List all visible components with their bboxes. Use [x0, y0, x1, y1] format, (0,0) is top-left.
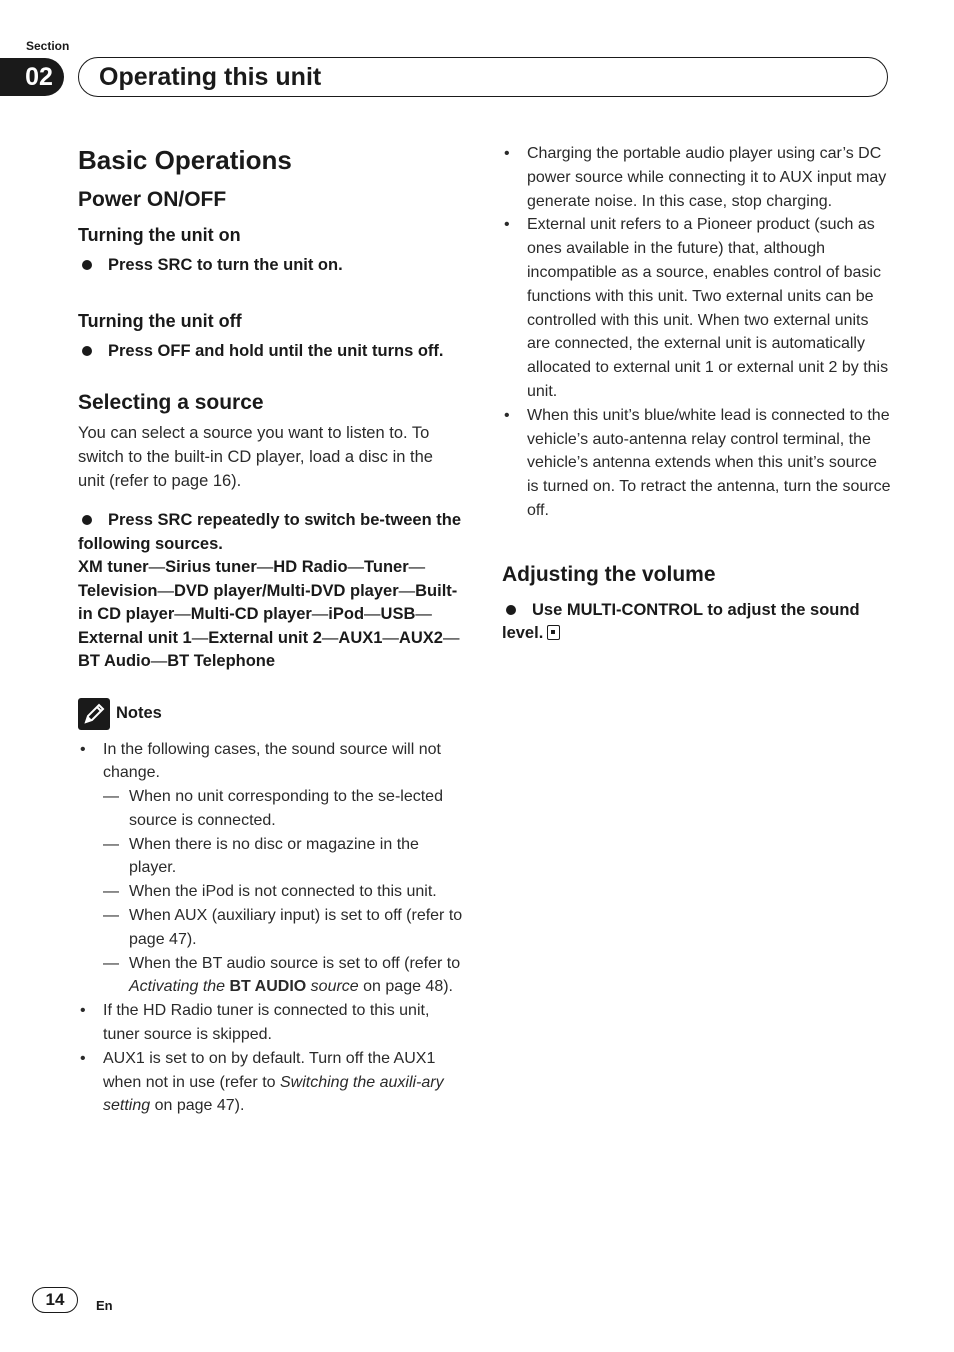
- pencil-icon: [78, 698, 110, 730]
- note-ref-italic: Activating the: [129, 978, 230, 996]
- note-item: [78, 1047, 464, 1118]
- note-subitem: — When no unit corresponding to the se-lected source is connected.: [103, 785, 464, 833]
- note-text: In the following cases, the sound source will not change.: [103, 740, 441, 782]
- note-item: • External unit refers to a Pioneer product (such as ones available in the future) that, although incompatible as a source, enables control of basic functions with this unit. Two external units can be controlled with this unit. When two external units are connected, the external unit is automatically allocated to external unit 1 or external unit 2 by this unit.: [502, 213, 892, 403]
- note-item: • If the HD Radio tuner is connected to this unit, tuner source is skipped.: [78, 999, 464, 1047]
- page-number: 14: [32, 1287, 78, 1313]
- end-of-section-icon: [547, 625, 560, 640]
- selecting-source-heading: Selecting a source: [78, 391, 264, 414]
- source-step: [78, 509, 464, 556]
- source-separator: —: [150, 652, 168, 670]
- note-text: on page 47).: [150, 1097, 245, 1115]
- source-separator: —: [398, 581, 416, 600]
- turn-off-step-text: Press OFF and hold until the unit turns off.: [108, 341, 444, 360]
- source-separator: —: [311, 605, 329, 623]
- source-name: XM tuner: [78, 558, 149, 576]
- source-name: AUX2: [398, 628, 443, 647]
- source-name: BT Telephone: [167, 652, 276, 670]
- note-ref-italic: source: [306, 978, 359, 996]
- note-item: [78, 738, 464, 1000]
- bullet-dot-icon: [82, 346, 92, 356]
- source-name: AUX1: [338, 628, 383, 647]
- bullet-dot-icon: [82, 515, 92, 525]
- source-name: iPod: [328, 605, 365, 623]
- source-separator: —: [442, 628, 460, 647]
- notes-list: [78, 738, 464, 1119]
- source-name: External unit 1: [78, 628, 192, 647]
- turn-on-step-text: Press SRC to turn the unit on.: [108, 256, 343, 274]
- source-separator: —: [408, 558, 426, 576]
- source-name: USB: [380, 605, 416, 623]
- source-name: Sirius tuner: [165, 558, 257, 576]
- source-name: HD Radio: [273, 558, 348, 576]
- bullet-dot-icon: [506, 605, 516, 615]
- source-list: [78, 556, 464, 674]
- power-heading: Power ON/OFF: [78, 188, 227, 211]
- source-separator: —: [174, 605, 191, 623]
- turn-on-heading: Turning the unit on: [78, 225, 241, 245]
- source-separator: —: [157, 581, 174, 600]
- note-text: on page 48).: [358, 978, 453, 996]
- source-separator: —: [347, 558, 365, 576]
- source-separator: —: [256, 558, 274, 576]
- note-text: AUX1 is set to on by default. Turn off the AUX1 when not in use (refer to: [103, 1049, 436, 1091]
- language-code: En: [96, 1298, 113, 1313]
- note-text: When the BT audio source is set to off (refer to: [129, 954, 461, 972]
- note-subitem: [103, 952, 464, 1000]
- turn-on-step: [78, 254, 464, 278]
- note-subitem: — When there is no disc or magazine in the player.: [103, 833, 464, 881]
- bullet-dot-icon: [82, 260, 92, 270]
- source-name: Built-in CD player: [78, 581, 458, 623]
- turn-off-heading: Turning the unit off: [78, 310, 242, 331]
- note-subitem: — When AUX (auxiliary input) is set to off (refer to page 47).: [103, 904, 464, 952]
- chapter-title-text: Operating this unit: [99, 62, 322, 91]
- notes-title: Notes: [116, 704, 162, 722]
- right-column: [502, 142, 892, 646]
- note-item: • When this unit’s blue/white lead is connected to the vehicle’s auto-antenna relay control terminal, the vehicle’s antenna extends when this unit’s source is turned on. To retract the antenna, turn the source off.: [502, 404, 892, 523]
- volume-step-text: Use MULTI-CONTROL to adjust the sound level.: [502, 600, 860, 643]
- note-ref-italic: Switching the auxili-ary setting: [103, 1073, 444, 1115]
- source-separator: —: [364, 605, 381, 623]
- source-name: BT Audio: [78, 652, 151, 670]
- note-sublist: [103, 785, 464, 999]
- section-label: Section: [26, 39, 70, 53]
- source-separator: —: [415, 605, 432, 623]
- chapter-title: [78, 57, 888, 97]
- note-subitem: — When the iPod is not connected to this unit.: [103, 880, 464, 904]
- source-name: DVD player/Multi-DVD player: [173, 581, 399, 600]
- source-separator: —: [148, 558, 166, 576]
- section-number-badge: 02: [0, 58, 64, 96]
- source-separator: —: [191, 628, 209, 647]
- adjusting-volume-heading: Adjusting the volume: [502, 562, 716, 586]
- source-name: Multi-CD player: [190, 605, 312, 623]
- notes-header: [78, 698, 464, 730]
- right-notes-list: [502, 142, 892, 523]
- source-name: Tuner: [364, 558, 409, 576]
- selecting-source-intro: You can select a source you want to listen to. To switch to the built-in CD player, load a disc in the unit (refer to page 16).: [78, 424, 433, 490]
- note-item: • Charging the portable audio player using car’s DC power source while connecting it to AUX input may generate noise. In this case, stop charging.: [502, 142, 892, 213]
- note-ref-bold: BT AUDIO: [229, 978, 307, 996]
- source-separator: —: [321, 628, 339, 647]
- turn-off-step: [78, 340, 464, 364]
- volume-step: [502, 599, 892, 646]
- main-title: Basic Operations: [78, 145, 292, 175]
- left-column: [78, 140, 464, 1118]
- source-name: Television: [78, 581, 158, 600]
- source-step-text: Press SRC repeatedly to switch be-tween the following sources.: [78, 511, 462, 553]
- source-separator: —: [382, 628, 399, 647]
- source-name: External unit 2: [208, 628, 322, 647]
